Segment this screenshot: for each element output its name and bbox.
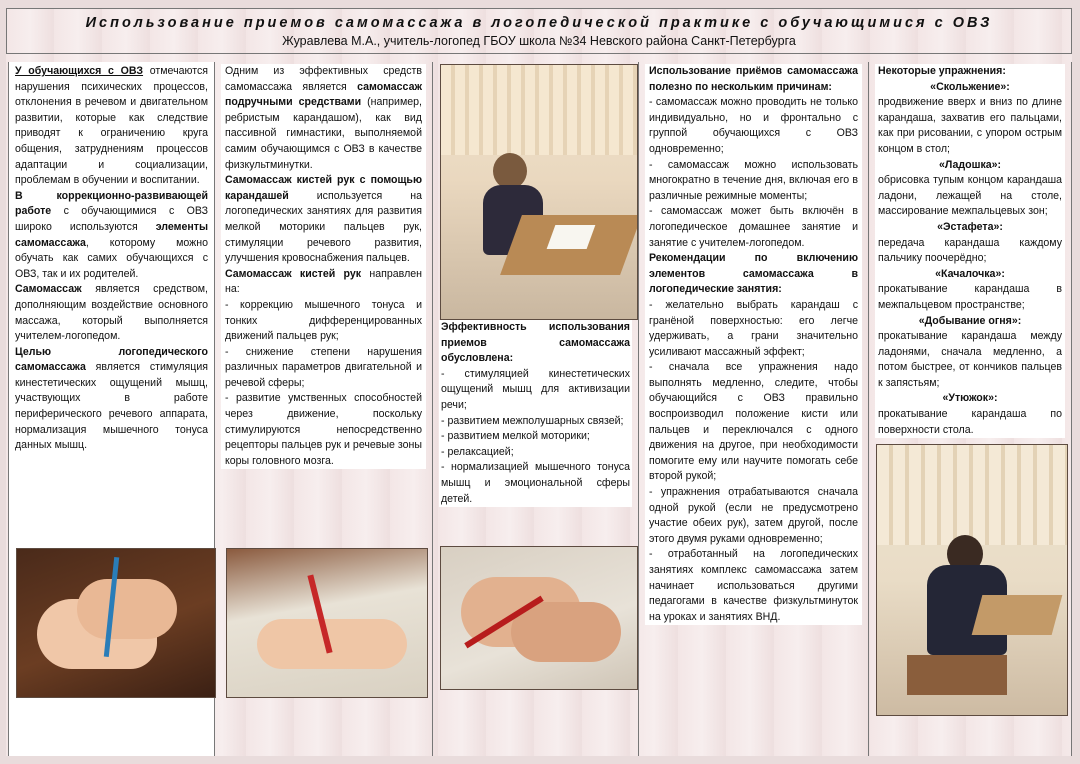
poster-header [6, 8, 1072, 54]
exercise-name: «Ладошка»: [938, 158, 1002, 171]
poster-author: Журавлева М.А., учитель-логопед ГБОУ школа №34 Невского района Санкт-Петербурга [282, 34, 796, 48]
direction-paragraph [225, 267, 422, 298]
exercise-text: обрисовка тупым концом карандаша ладони, лежащей на столе, массирование межпальцевых зон; [878, 174, 1062, 218]
intro-bold: У обучающихся с ОВЗ [15, 65, 144, 77]
column-recommendations [638, 62, 868, 756]
reasons-box [645, 64, 862, 625]
methods-bold: самомассаж подручными средствами [225, 80, 422, 109]
methods-text: Одним из эффективных средств самомассажа является [225, 65, 422, 93]
hands-bold: Самомассаж кистей рук с помощью карандашей [225, 174, 422, 202]
hands-text: используется на логопедических занятиях для развития мелкой моторики пальцев рук, стимуляции речевого развития, улучшения кровоснабжения пальцев. [225, 189, 422, 265]
effectiveness-box [439, 320, 632, 507]
list-item: - развитие умственных способностей через движение, поскольку стимулируются непосредственно рецепторы пальцев рук и речевые зоны коры головного мозга. [225, 392, 422, 467]
selfmassage-paragraph [15, 282, 208, 344]
photo-hands-pencil-2 [226, 548, 428, 698]
list-item: - самомассаж можно проводить не только индивидуально, но и фронтально с группой обучающихся с ОВЗ одновременно; [649, 96, 858, 155]
exercises-heading: Некоторые упражнения: [878, 65, 1006, 77]
list-item: - развитием межполушарных связей; [441, 414, 624, 427]
list-item: - самомассаж может быть включён в логопедическое домашнее занятие и занятие с учителем-логопедом. [649, 205, 858, 249]
exercises-box [875, 64, 1065, 438]
list-item: - снижение степени нарушения различных параметров двигательной и речевой сферы; [225, 345, 422, 389]
exercise-name: «Добывание огня»: [918, 314, 1022, 327]
intro-text: отмечаются нарушения психических процессов, отклонения в речевом и двигательном развитии, которые как следствие приводят к ограничению круга общения, затруднениям процессов адаптации и социализации, проблемам в обучении и воспитании. [15, 65, 208, 187]
list-item: - упражнения отрабатываются сначала одной рукой (если не предусмотрено участие обеих рук), затем другой, после этого двумя руками одновременно; [649, 486, 858, 545]
goal-text: является стимуляция кинестетических ощущений мышц, участвующих в работе периферического речевого аппарата, нормализация мышечного тонуса данных мышц. [15, 361, 208, 452]
poster [6, 8, 1072, 756]
work-bold: В коррекционно-развивающей работе [15, 189, 208, 218]
list-item: - коррекцию мышечного тонуса и тонких дифференцированных движений пальцев рук; [225, 298, 422, 343]
selfmassage-text: является средством, дополняющим воздействие основного массажа, который выполняется учителем-логопедом. [15, 283, 208, 343]
photo-hands-closeup [440, 546, 638, 690]
list-item: - стимуляцией кинестетических ощущений мышц для активизации речи; [441, 367, 630, 411]
goal-bold: Целью логопедического самомассажа [15, 345, 208, 374]
exercise-name: «Качалочка»: [935, 267, 1005, 280]
exercise-name: «Утюжок»: [942, 392, 998, 405]
methods-text-rest: (например, ребристым карандашом), как вид пассивной гимнастики, выполняемой самим обучающимся с ОВЗ в качестве физкультминутки. [225, 96, 422, 171]
work-bold-elements: элементы самомассажа [15, 220, 208, 249]
exercise-text: продвижение вверх и вниз по длине карандаша, захватив его пальцами, как при рисовании, с упором острым концом в стол; [878, 96, 1062, 155]
work-text: с обучающимися с ОВЗ широко используются [15, 205, 208, 233]
poster-title: Использование приемов самомассажа в логопедической практике с обучающимися с ОВЗ [85, 15, 993, 31]
photo-student-at-desk [440, 64, 638, 320]
hands-paragraph [225, 173, 422, 267]
direction-text: направлен на: [225, 267, 422, 296]
list-item: - желательно выбрать карандаш с гранёной поверхностью: его легче удерживать, а грани значительно усиливают массажный эффект; [649, 298, 858, 358]
reasons-heading: Использование приёмов самомассажа полезно по нескольким причинам: [649, 65, 858, 93]
list-item: - развитием мелкой моторики; [441, 430, 590, 443]
exercise-text: прокатывание карандаша в межпальцевом пространстве; [878, 283, 1062, 311]
exercise-name: «Эстафета»: [937, 220, 1003, 233]
work-text-rest: , которому можно обучать как самих обучающихся с ОВЗ, так и их родителей. [15, 236, 208, 280]
list-item: - сначала все упражнения надо выполнять медленно, следите, чтобы обучающийся с ОВЗ правильно воспроизводил положение кисти или пальцев и переключался с одного движения на другое, при необходимости помогите ему или научите помогать себе второй рукой; [649, 361, 858, 483]
list-item: - самомассаж можно использовать многократно в течение дня, включая его в различные режимные моменты; [649, 158, 858, 202]
exercise-text: прокатывание карандаша по поверхности стола. [878, 408, 1062, 436]
exercise-name: «Скольжение»: [930, 80, 1010, 93]
list-item: - отработанный на логопедических занятиях комплекс самомассажа затем начинает использоваться другими педагогами в качестве физкультминуток на уроках и занятиях ВНД. [649, 548, 858, 623]
direction-bold: Самомассаж кистей рук [225, 267, 362, 280]
goal-paragraph [15, 345, 208, 454]
exercise-text: передача карандаша каждому пальчику поочерёдно; [878, 236, 1062, 265]
list-item: - нормализацией мышечного тонуса мышц и эмоциональной сферы детей. [441, 461, 630, 505]
selfmassage-bold: Самомассаж [15, 283, 82, 296]
photo-girl-at-desk [876, 444, 1068, 716]
effectiveness-heading: Эффективность использования приемов самомассажа обусловлена: [441, 321, 630, 365]
intro-paragraph [15, 64, 208, 189]
exercise-text: прокатывание карандаша между ладонями, сначала медленно, а потом быстрее, от кончиков пальцев к запястьям; [878, 330, 1062, 389]
methods-paragraph [225, 64, 422, 173]
recommendations-heading: Рекомендации по включению элементов самомассажа в логопедические занятия: [649, 252, 858, 296]
photo-hands-pencil-1 [16, 548, 216, 698]
list-item: - релаксацией; [441, 445, 514, 458]
work-paragraph [15, 189, 208, 283]
methods-box [221, 64, 426, 469]
